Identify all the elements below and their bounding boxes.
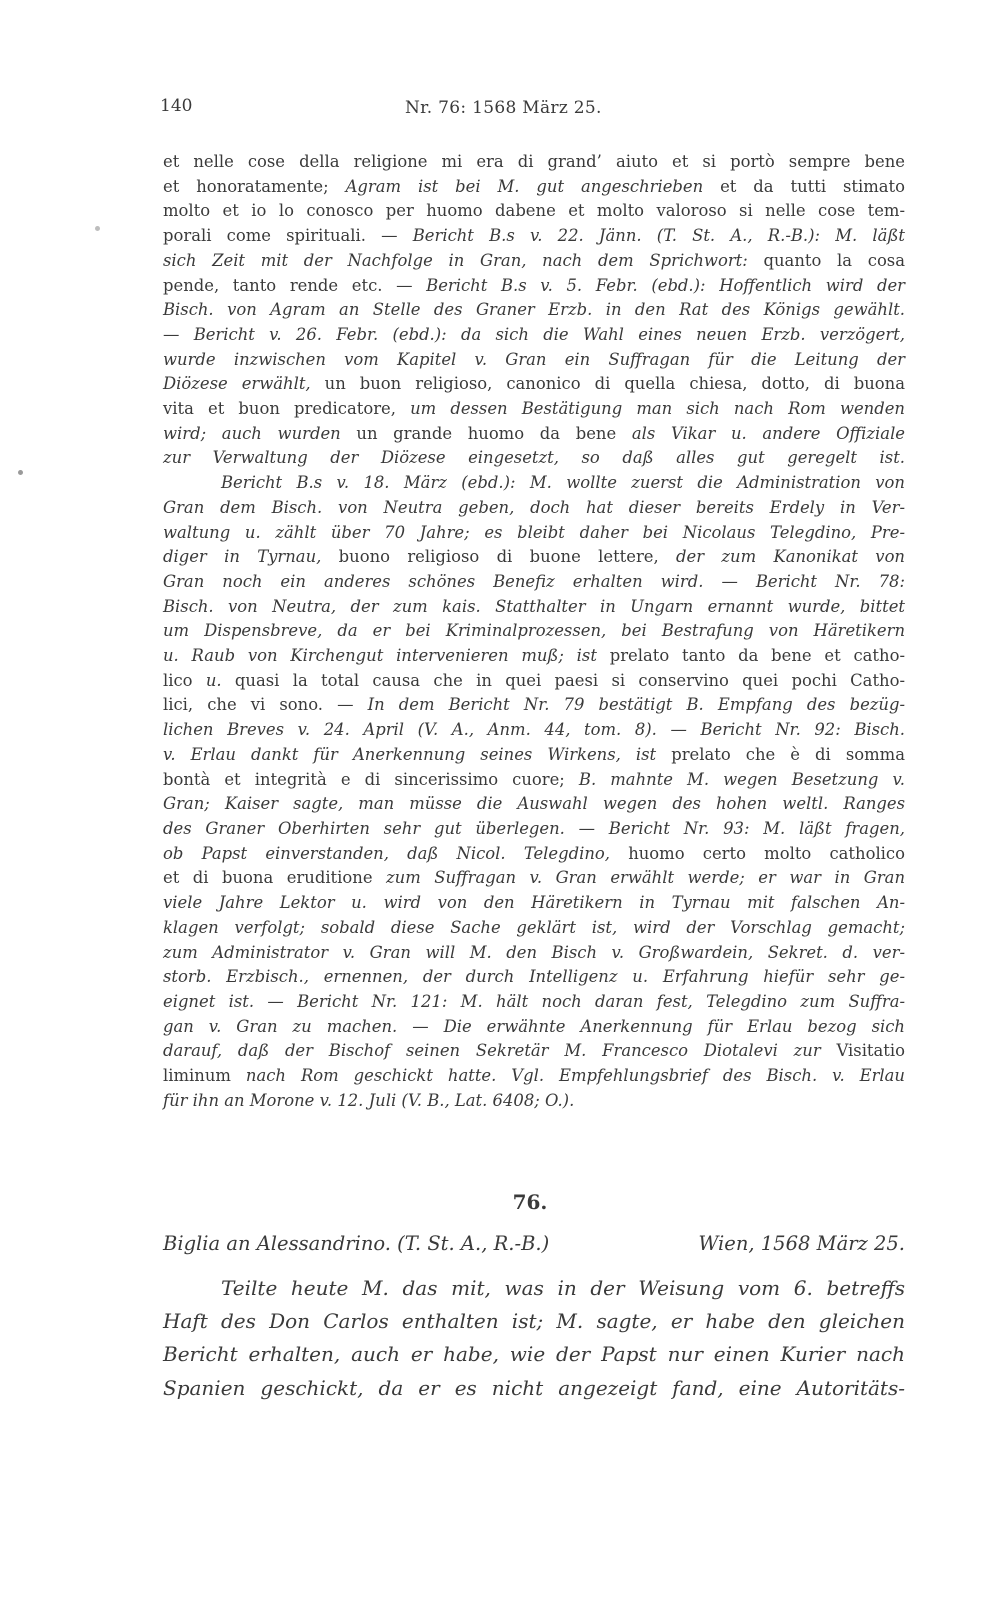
running-title: Nr. 76: 1568 März 25. — [405, 98, 602, 118]
italic-run: Agram ist bei M. gut angeschrieben — [345, 176, 704, 196]
document-number: 76. — [512, 1190, 548, 1214]
text-line — [163, 1064, 905, 1089]
text-line — [163, 1015, 905, 1040]
italic-run: Gran; Kaiser sagte, man müsse die Auswahl wegen des hohen weltl. Ranges — [163, 794, 905, 814]
scan-speck — [95, 226, 100, 231]
text-line — [163, 348, 905, 373]
italic-run: waltung u. zählt über 70 Jahre; es bleibt daher bei Nicolaus Telegdino, Pre- — [163, 522, 905, 542]
roman-run: et da tutti stimato — [703, 176, 905, 196]
page-number: 140 — [160, 96, 193, 116]
roman-run: liminum — [163, 1066, 246, 1086]
text-line — [163, 718, 905, 743]
text-line — [163, 199, 905, 224]
italic-run: u. — [205, 670, 222, 690]
roman-run: prelato tanto da bene et catho- — [596, 646, 905, 666]
text-line — [163, 842, 905, 867]
text-line — [163, 545, 905, 570]
text-line — [163, 422, 905, 447]
italic-run: klagen verfolgt; sobald diese Sache geklärt ist, wird der Vorschlag gemacht; — [163, 917, 905, 937]
italic-run: v. Erlau dankt für Anerkennung seines Wirkens, ist — [163, 744, 657, 764]
text-line — [163, 891, 905, 916]
italic-run: Bisch. von Agram an Stelle des Graner Erzb. in den Rat des Königs gewählt. — [163, 300, 905, 320]
text-line — [163, 941, 905, 966]
text-line — [163, 743, 905, 768]
italic-run: darauf, daß der Bischof seinen Sekretär M. Francesco Diotalevi zur — [163, 1041, 821, 1061]
italic-run: Bisch. von Neutra, der zum kais. Statthalter in Ungarn ernannt wurde, bittet — [163, 596, 905, 616]
footnote-text-block — [163, 150, 905, 1113]
italic-run: um Dispensbreve, da er bei Kriminalprozessen, bei Bestrafung von Häretikern — [163, 621, 905, 641]
text-line — [163, 570, 905, 595]
roman-run: prelato che è di somma — [656, 744, 905, 764]
roman-run: et di buona eruditione — [163, 868, 387, 888]
italic-run: ob Papst einverstanden, daß Nicol. Telegdino, — [163, 843, 610, 863]
italic-run: gan v. Gran zu machen. — Die erwähnte Anerkennung für Erlau bezog sich — [163, 1016, 905, 1036]
italic-run: sich Zeit mit der Nachfolge in Gran, nach dem Sprichwort: — [163, 250, 748, 270]
italic-run: wird; auch wurden — [163, 423, 341, 443]
text-line — [163, 866, 905, 891]
italic-run: diger in Tyrnau, — [163, 547, 322, 567]
italic-run: des Graner Oberhirten sehr gut überlegen. — Bericht Nr. 93: M. läßt fragen, — [163, 818, 905, 838]
italic-run: zum Administrator v. Gran will M. den Bisch v. Großwardein, Sekret. d. ver- — [163, 942, 905, 962]
roman-run: lici, che vi sono. — — [163, 695, 368, 715]
text-line — [163, 446, 905, 471]
document-summary — [163, 1272, 905, 1405]
text-line — [163, 990, 905, 1015]
roman-run: — — [163, 324, 194, 344]
scan-speck — [18, 470, 23, 475]
roman-run: et nelle cose della religione mi era di grand’ aiuto et si portò sempre bene — [163, 152, 905, 171]
document-place-date: Wien, 1568 März 25. — [698, 1232, 905, 1255]
roman-run: un buon religioso, canonico di quella chiesa, dotto, di buona — [310, 374, 906, 394]
italic-run: Diözese erwählt, — [163, 374, 311, 394]
text-line — [163, 1089, 905, 1114]
roman-run: quasi la total causa che in quei paesi si conservino quei pochi Catho- — [221, 670, 905, 690]
roman-run: buono religioso di buone lettere, — [321, 547, 677, 567]
roman-run: molto et io lo conosco per huomo dabene et molto valoroso si nelle cose tem- — [163, 201, 905, 221]
document-sender-recipient: Biglia an Alessandrino. (T. St. A., R.-B.) — [163, 1232, 550, 1255]
text-line — [163, 1039, 905, 1064]
italic-run: für ihn an Morone v. 12. Juli (V. B., Lat. 6408; O.). — [163, 1090, 575, 1110]
text-line — [163, 150, 905, 175]
italic-run: eignet ist. — Bericht Nr. 121: M. hält noch daran fest, Telegdino zum Suffra- — [163, 991, 905, 1011]
summary-line: Bericht erhalten, auch er habe, wie der Papst nur einen Kurier nach — [163, 1342, 905, 1367]
roman-run: un grande huomo da bene — [340, 423, 632, 443]
text-line — [163, 965, 905, 990]
italic-run: B. mahnte M. wegen Besetzung v. — [578, 769, 905, 789]
italic-run: Bericht B.s v. 22. Jänn. (T. St. A., R.-B.): M. läßt — [412, 226, 905, 246]
text-line — [163, 397, 905, 422]
italic-run: lichen Breves v. 24. April (V. A., Anm. 44, tom. 8). — Bericht Nr. 92: Bisch. — [163, 720, 905, 740]
italic-run: als Vikar u. andere Offiziale — [631, 423, 906, 443]
text-line — [163, 792, 905, 817]
text-line — [163, 644, 905, 669]
text-line — [163, 521, 905, 546]
italic-run: viele Jahre Lektor u. wird von den Häretikern in Tyrnau mit falschen An- — [163, 893, 905, 913]
roman-run: porali come spirituali. — — [163, 226, 413, 246]
italic-run: zur Verwaltung der Diözese eingesetzt, so daß alles gut geregelt ist. — [163, 448, 905, 468]
italic-run: Bericht B.s v. 18. März (ebd.): M. wollte zuerst die Administration von — [221, 473, 905, 493]
text-line — [163, 298, 905, 323]
summary-line: Spanien geschickt, da er es nicht angezeigt fand, eine Autoritäts- — [163, 1375, 905, 1400]
italic-run: Gran noch ein anderes schönes Benefiz erhalten wird. — Bericht Nr. 78: — [163, 571, 905, 591]
document-heading — [163, 1232, 905, 1262]
text-line — [163, 175, 905, 200]
italic-run: u. Raub von Kirchengut intervenieren muß; ist — [163, 646, 597, 666]
summary-line: Teilte heute M. das mit, was in der Weisung vom 6. betreffs — [221, 1276, 905, 1300]
italic-run: der zum Kanonikat von — [676, 547, 905, 567]
text-line — [163, 693, 905, 718]
summary-line: Haft des Don Carlos enthalten ist; M. sagte, er habe den gleichen — [163, 1309, 905, 1334]
italic-run: In dem Bericht Nr. 79 bestätigt B. Empfang des bezüg- — [367, 695, 905, 715]
text-line — [163, 249, 905, 274]
text-line — [163, 323, 905, 348]
text-line — [163, 916, 905, 941]
italic-run: wurde inzwischen vom Kapitel v. Gran ein Suffragan für die Leitung der — [163, 349, 905, 369]
text-line — [163, 496, 905, 521]
roman-run: huomo certo molto catholico — [609, 843, 905, 863]
text-line — [163, 372, 905, 397]
page-header — [160, 96, 905, 126]
italic-run: Gran dem Bisch. von Neutra geben, doch hat dieser bereits Erdely in Ver- — [163, 497, 905, 517]
text-line — [163, 619, 905, 644]
italic-run: Bericht B.s v. 5. Febr. (ebd.): Hoffentlich wird der — [426, 275, 905, 295]
text-line — [163, 595, 905, 620]
text-line — [163, 274, 905, 299]
roman-run: lico — [163, 670, 206, 690]
italic-run: nach Rom geschickt hatte. Vgl. Empfehlungsbrief des Bisch. v. Erlau — [245, 1066, 905, 1086]
text-line — [163, 471, 905, 496]
roman-run: Visitatio — [820, 1041, 905, 1061]
text-line — [163, 768, 905, 793]
italic-run: um dessen Bestätigung man sich nach Rom wenden — [410, 399, 905, 419]
italic-run: zum Suffragan v. Gran erwählt werde; er war in Gran — [386, 868, 905, 888]
roman-run: vita et buon predicatore, — [163, 399, 411, 419]
text-line — [163, 817, 905, 842]
roman-run: pende, tanto rende etc. — — [163, 275, 427, 295]
italic-run: Bericht v. 26. Febr. (ebd.): da sich die Wahl eines neuen Erzb. verzögert, — [193, 324, 905, 344]
roman-run: bontà et integrità e di sincerissimo cuore; — [163, 769, 579, 789]
italic-run: storb. Erzbisch., ernennen, der durch Intelligenz u. Erfahrung hiefür sehr ge- — [163, 967, 905, 987]
roman-run: quanto la cosa — [747, 250, 905, 270]
roman-run: et honoratamente; — [163, 176, 346, 196]
text-line — [163, 669, 905, 694]
text-line — [163, 224, 905, 249]
